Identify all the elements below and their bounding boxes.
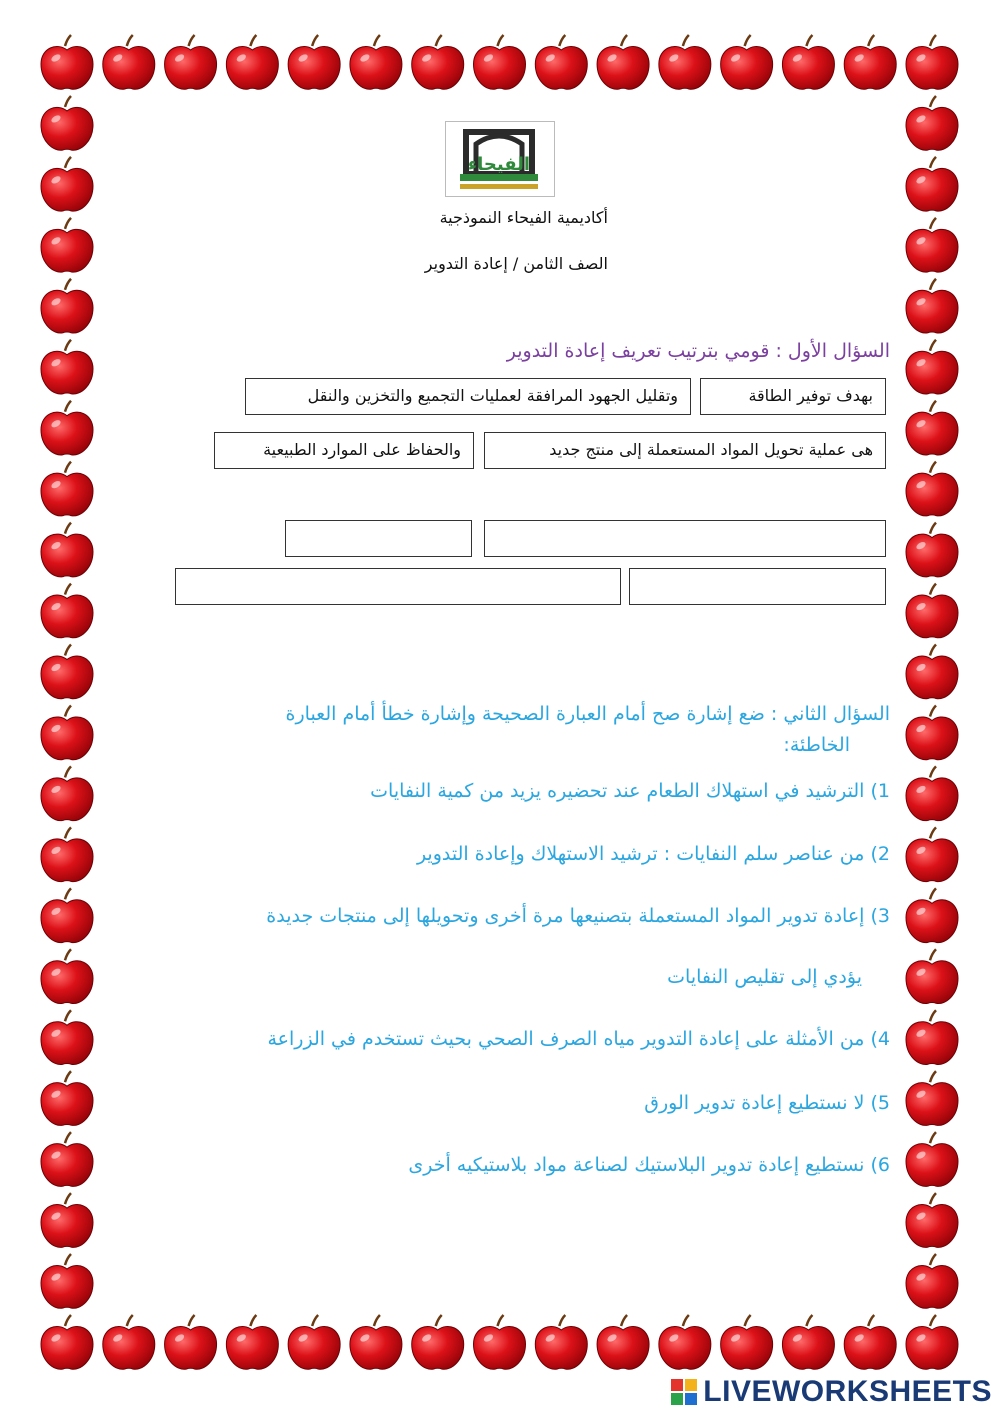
apple-icon: [350, 35, 402, 89]
apple-icon: [906, 1315, 958, 1369]
apple-icon: [906, 645, 958, 699]
liveworksheets-logo: [671, 1375, 992, 1409]
apple-icon: [906, 949, 958, 1003]
apple-icon: [41, 218, 93, 272]
apple-icon: [41, 888, 93, 942]
apple-icon: [165, 35, 217, 89]
apple-icon: [906, 96, 958, 150]
apple-icon: [412, 35, 464, 89]
apple-icon: [41, 1193, 93, 1247]
apple-icon: [906, 340, 958, 394]
apple-icon: [226, 1315, 278, 1369]
option-box-resources[interactable]: والحفاظ على الموارد الطبيعية: [214, 432, 474, 469]
statement-6[interactable]: 6) نستطيع إعادة تدوير البلاستيك لصناعة مواد بلاستيكيه أخرى: [408, 1154, 890, 1176]
apple-icon: [844, 1315, 896, 1369]
apple-icon: [906, 157, 958, 211]
apple-icon: [782, 1315, 834, 1369]
apple-icon: [288, 1315, 340, 1369]
apple-icon: [41, 1315, 93, 1369]
apple-icon: [906, 218, 958, 272]
statement-1[interactable]: 1) الترشيد في استهلاك الطعام عند تحضيره يزيد من كمية النفايات: [370, 780, 890, 802]
apple-icon: [41, 949, 93, 1003]
apple-icon: [41, 1254, 93, 1308]
apple-icon: [41, 766, 93, 820]
statement-2[interactable]: 2) من عناصر سلم النفايات : ترشيد الاستهلاك وإعادة التدوير: [416, 843, 890, 865]
apple-icon: [906, 279, 958, 333]
apple-icon: [103, 1315, 155, 1369]
class-topic: الصف الثامن / إعادة التدوير: [424, 254, 608, 273]
statement-3-cont: يؤدي إلى تقليص النفايات: [667, 966, 862, 988]
answer-slot-1[interactable]: [484, 520, 886, 557]
answer-slot-2[interactable]: [285, 520, 472, 557]
apple-icon: [412, 1315, 464, 1369]
svg-text:الفيحاء: الفيحاء: [467, 154, 531, 175]
apple-icon: [906, 462, 958, 516]
apple-icon: [906, 1010, 958, 1064]
apple-icon: [41, 279, 93, 333]
apple-icon: [906, 401, 958, 455]
answer-slot-4[interactable]: [175, 568, 621, 605]
apple-icon: [165, 1315, 217, 1369]
apple-icon: [906, 827, 958, 881]
question1-title: السؤال الأول : قومي بترتيب تعريف إعادة التدوير: [506, 340, 890, 362]
apple-icon: [906, 766, 958, 820]
apple-icon: [906, 888, 958, 942]
answer-slot-3[interactable]: [629, 568, 886, 605]
apple-icon: [41, 1132, 93, 1186]
apple-icon: [41, 340, 93, 394]
question2-title-cont: الخاطئة:: [783, 734, 850, 756]
apple-icon: [41, 584, 93, 638]
apple-icon: [721, 35, 773, 89]
apple-icon: [597, 1315, 649, 1369]
apple-icon: [41, 157, 93, 211]
apple-icon: [597, 35, 649, 89]
apple-icon: [535, 1315, 587, 1369]
option-box-effort[interactable]: وتقليل الجهود المرافقة لعمليات التجميع والتخزين والنقل: [245, 378, 691, 415]
apple-icon: [474, 1315, 526, 1369]
apple-icon: [844, 35, 896, 89]
statement-4[interactable]: 4) من الأمثلة على إعادة التدوير مياه الصرف الصحي بحيث تستخدم في الزراعة: [267, 1028, 890, 1050]
apple-icon: [41, 96, 93, 150]
apple-icon: [41, 35, 93, 89]
apple-icon: [906, 705, 958, 759]
apple-icon: [906, 523, 958, 577]
liveworksheets-icon: [671, 1379, 697, 1405]
option-box-energy[interactable]: بهدف توفير الطاقة: [700, 378, 886, 415]
liveworksheets-brand: LIVEWORKSHEETS: [703, 1375, 992, 1408]
apple-icon: [41, 705, 93, 759]
apple-icon: [659, 35, 711, 89]
apple-icon: [906, 584, 958, 638]
statement-3[interactable]: 3) إعادة تدوير المواد المستعملة بتصنيعها مرة أخرى وتحويلها إلى منتجات جديدة: [266, 905, 890, 927]
apple-icon: [41, 1071, 93, 1125]
apple-icon: [906, 1071, 958, 1125]
apple-icon: [226, 35, 278, 89]
apple-icon: [350, 1315, 402, 1369]
question2-title: السؤال الثاني : ضع إشارة صح أمام العبارة الصحيحة وإشارة خطأ أمام العبارة: [285, 703, 890, 725]
statement-5[interactable]: 5) لا نستطيع إعادة تدوير الورق: [644, 1092, 890, 1114]
apple-icon: [41, 523, 93, 577]
apple-icon: [288, 35, 340, 89]
apple-icon: [41, 1010, 93, 1064]
apple-icon: [535, 35, 587, 89]
apple-icon: [906, 1132, 958, 1186]
apple-icon: [41, 401, 93, 455]
apple-icon: [103, 35, 155, 89]
academy-name: أكاديمية الفيحاء النموذجية: [439, 208, 608, 227]
academy-logo: [445, 121, 555, 197]
apple-icon: [41, 645, 93, 699]
option-box-definition[interactable]: هى عملية تحويل المواد المستعملة إلى منتج جديد: [484, 432, 886, 469]
apple-icon: [906, 35, 958, 89]
apple-icon: [906, 1254, 958, 1308]
apple-icon: [782, 35, 834, 89]
apple-icon: [721, 1315, 773, 1369]
apple-icon: [659, 1315, 711, 1369]
apple-icon: [906, 1193, 958, 1247]
apple-icon: [41, 462, 93, 516]
apple-icon: [474, 35, 526, 89]
apple-icon: [41, 827, 93, 881]
